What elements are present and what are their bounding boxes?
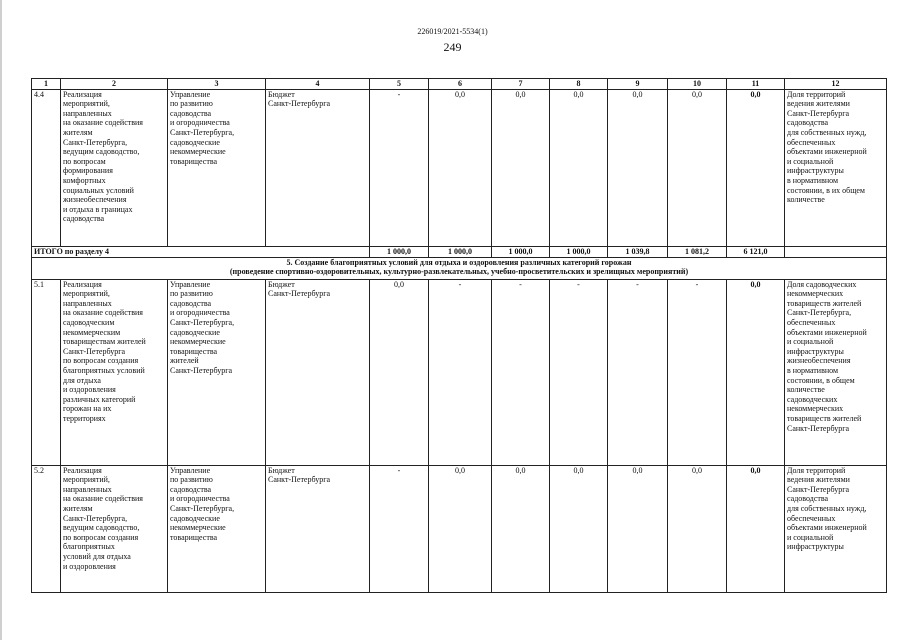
total-col-9: 1 039,8 bbox=[608, 246, 668, 257]
header-cell: 10 bbox=[668, 79, 727, 90]
header-cell: 11 bbox=[727, 79, 785, 90]
table-row bbox=[32, 279, 887, 465]
value-col-7: - bbox=[492, 279, 550, 465]
header-cell: 8 bbox=[550, 79, 608, 90]
header-row bbox=[32, 79, 887, 90]
document-id: 226019/2021-5534(1) bbox=[417, 27, 488, 36]
activity-name: Реализация мероприятий, направленных на оказание содействия жителям Санкт-Петербурга, ведущим садоводство, по вопросам формирования комфортных социальных условий жизнеобеспечения и отдыха в границах садоводства bbox=[61, 89, 168, 246]
header-cell: 1 bbox=[32, 79, 61, 90]
total-col-12 bbox=[785, 246, 887, 257]
header-cell: 12 bbox=[785, 79, 887, 90]
executor: Управление по развитию садоводства и огородничества Санкт-Петербурга, садоводческие некоммерческие товарищества bbox=[168, 89, 266, 246]
value-col-11: 0,0 bbox=[727, 279, 785, 465]
total-col-7: 1 000,0 bbox=[492, 246, 550, 257]
value-col-8: 0,0 bbox=[550, 89, 608, 246]
value-col-11: 0,0 bbox=[727, 465, 785, 592]
funding-source: Бюджет Санкт-Петербурга bbox=[266, 279, 370, 465]
activity-name: Реализация мероприятий, направленных на оказание содействия садоводческим некоммерческим товариществам жителей Санкт-Петербурга по вопросам создания благоприятных условий для отдыха и оздоровления различных категорий горожан на их территориях bbox=[61, 279, 168, 465]
funding-source: Бюджет Санкт-Петербурга bbox=[266, 89, 370, 246]
header-cell: 3 bbox=[168, 79, 266, 90]
value-col-10: - bbox=[668, 279, 727, 465]
total-col-8: 1 000,0 bbox=[550, 246, 608, 257]
row-number: 5.1 bbox=[32, 279, 61, 465]
total-label: ИТОГО по разделу 4 bbox=[32, 246, 370, 257]
value-col-8: 0,0 bbox=[550, 465, 608, 592]
activity-name: Реализация мероприятий, направленных на оказание содействия жителям Санкт-Петербурга, ведущим садоводство, по вопросам создания благоприятных условий для отдыха и оздоровления bbox=[61, 465, 168, 592]
indicator: Доля территорий ведения жителями Санкт-Петербурга садоводства для собственных нужд, обеспеченных объектами инженерной и социальной инфраструктуры bbox=[785, 465, 887, 592]
scan-edge bbox=[0, 0, 2, 640]
value-col-6: 0,0 bbox=[429, 465, 492, 592]
value-col-5: 0,0 bbox=[370, 279, 429, 465]
header-cell: 2 bbox=[61, 79, 168, 90]
value-col-10: 0,0 bbox=[668, 89, 727, 246]
section-title-row bbox=[32, 257, 887, 279]
total-col-10: 1 081,2 bbox=[668, 246, 727, 257]
program-table bbox=[31, 78, 887, 593]
header-cell: 6 bbox=[429, 79, 492, 90]
total-col-5: 1 000,0 bbox=[370, 246, 429, 257]
row-number: 4.4 bbox=[32, 89, 61, 246]
section-title: 5. Создание благоприятных условий для отдыха и оздоровления различных категорий горожан (проведение спортивно-оздоровительных, культурно-развлекательных, учебно-просветительских и зрелищных мероприятий) bbox=[32, 257, 887, 279]
indicator: Доля территорий ведения жителями Санкт-Петербурга садоводства для собственных нужд, обеспеченных объектами инженерной и социальной инфраструктуры в нормативном состоянии, в их общем количестве bbox=[785, 89, 887, 246]
total-col-11: 6 121,0 bbox=[727, 246, 785, 257]
total-row bbox=[32, 246, 887, 257]
header-cell: 9 bbox=[608, 79, 668, 90]
value-col-9: - bbox=[608, 279, 668, 465]
header-cell: 4 bbox=[266, 79, 370, 90]
header-cell: 5 bbox=[370, 79, 429, 90]
indicator: Доля садоводческих некоммерческих товариществ жителей Санкт-Петербурга, обеспеченных объектами инженерной и социальной инфраструктуры жизнеобеспечения в нормативном состоянии, в общем количестве садоводческих некоммерческих товариществ жителей Санкт-Петербурга bbox=[785, 279, 887, 465]
row-number: 5.2 bbox=[32, 465, 61, 592]
value-col-9: 0,0 bbox=[608, 465, 668, 592]
value-col-5: - bbox=[370, 89, 429, 246]
value-col-9: 0,0 bbox=[608, 89, 668, 246]
total-col-6: 1 000,0 bbox=[429, 246, 492, 257]
value-col-6: 0,0 bbox=[429, 89, 492, 246]
value-col-11: 0,0 bbox=[727, 89, 785, 246]
header-cell: 7 bbox=[492, 79, 550, 90]
table-row bbox=[32, 465, 887, 592]
executor: Управление по развитию садоводства и огородничества Санкт-Петербурга, садоводческие некоммерческие товарищества жителей Санкт-Петербурга bbox=[168, 279, 266, 465]
funding-source: Бюджет Санкт-Петербурга bbox=[266, 465, 370, 592]
value-col-5: - bbox=[370, 465, 429, 592]
page-number: 249 bbox=[443, 40, 462, 54]
value-col-10: 0,0 bbox=[668, 465, 727, 592]
value-col-6: - bbox=[429, 279, 492, 465]
value-col-7: 0,0 bbox=[492, 89, 550, 246]
value-col-8: - bbox=[550, 279, 608, 465]
table-row bbox=[32, 89, 887, 246]
executor: Управление по развитию садоводства и огородничества Санкт-Петербурга, садоводческие некоммерческие товарищества bbox=[168, 465, 266, 592]
value-col-7: 0,0 bbox=[492, 465, 550, 592]
